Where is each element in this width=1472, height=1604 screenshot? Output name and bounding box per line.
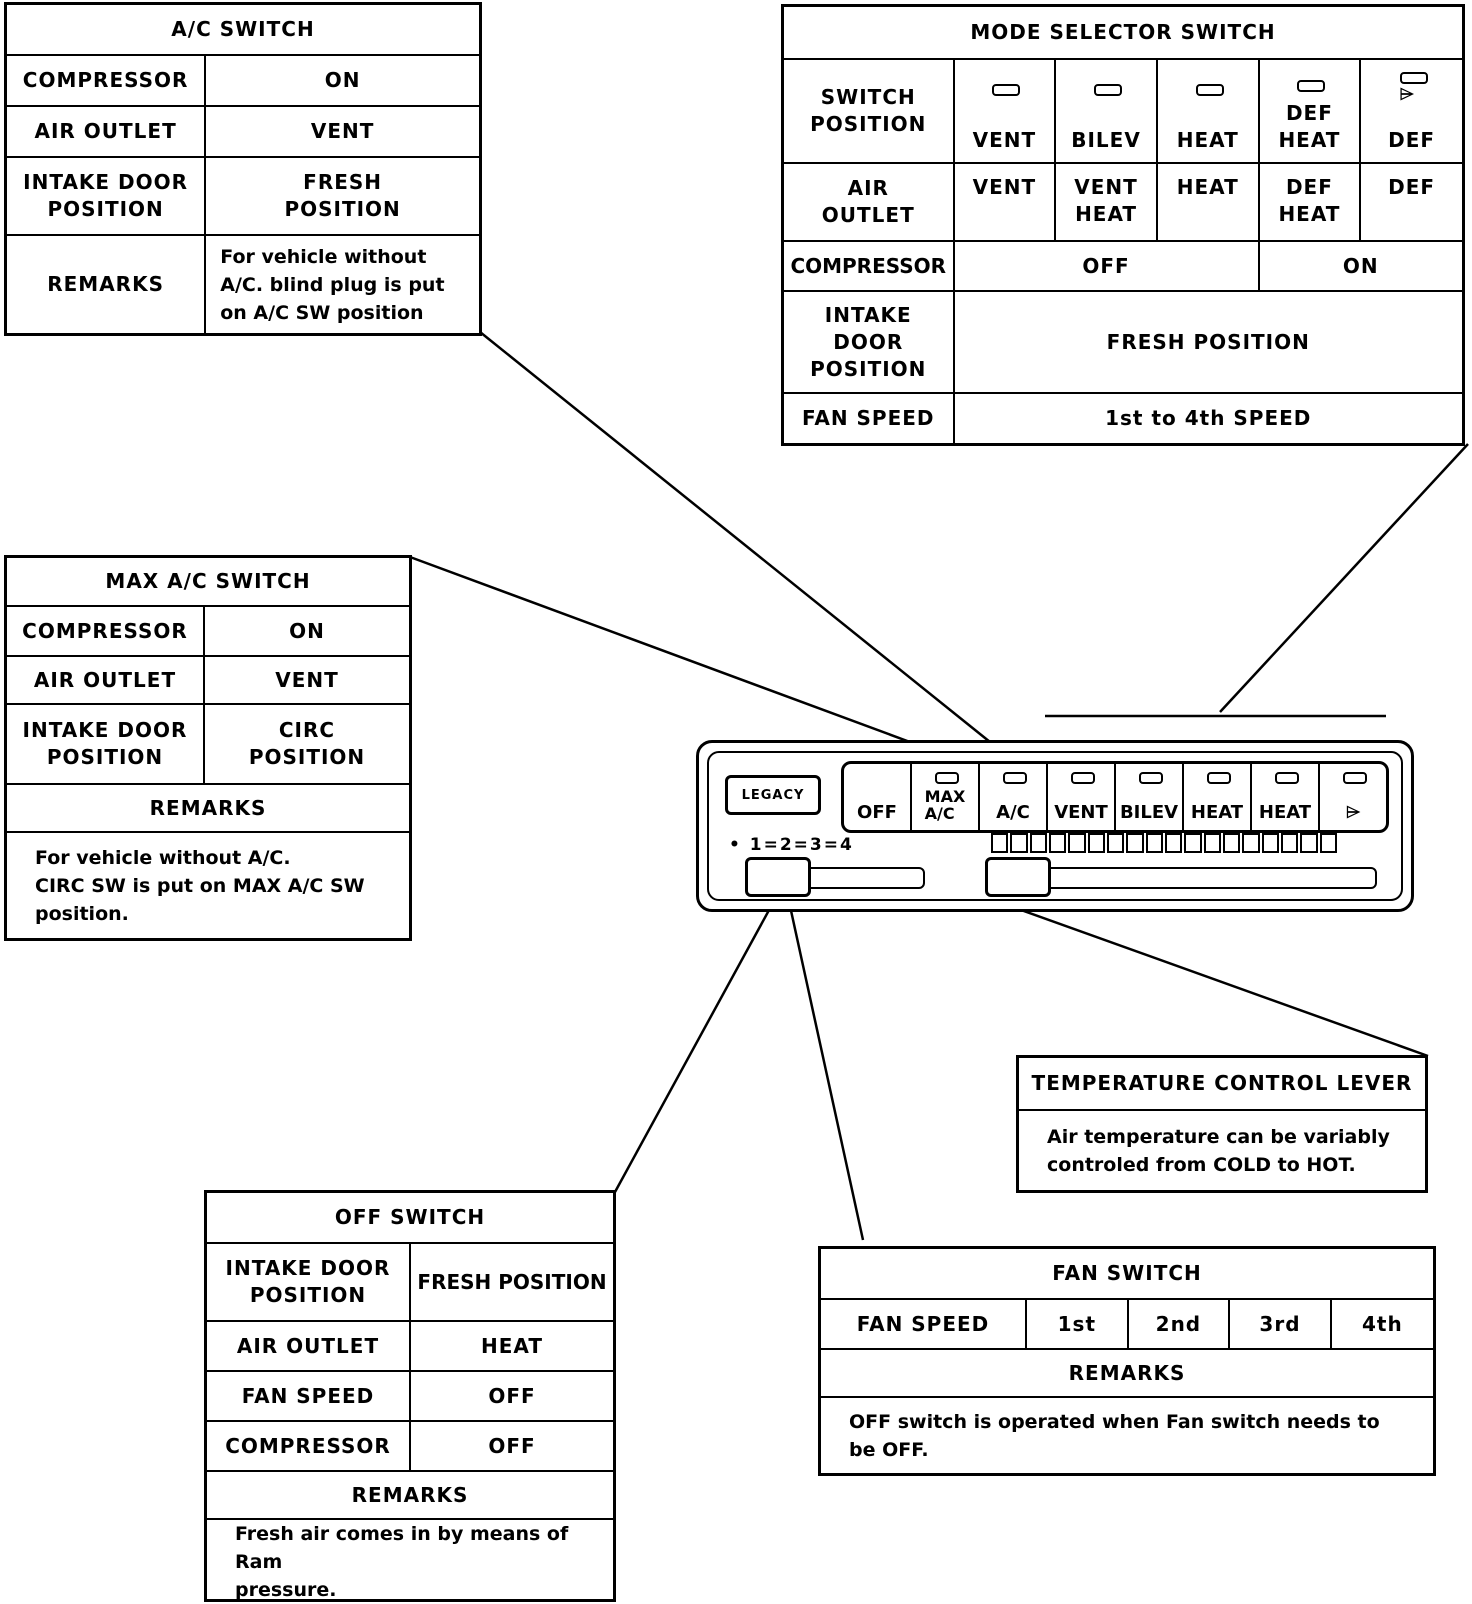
intake-door-value: FRESH POSITION: [954, 291, 1462, 393]
ac-intake-label: INTAKE DOOR POSITION: [7, 157, 205, 235]
fan-switch-title: FAN SWITCH: [821, 1249, 1433, 1299]
max-ac-intake-value: CIRC POSITION: [204, 704, 409, 784]
mode-selector-title: MODE SELECTOR SWITCH: [784, 7, 1462, 59]
vent-button[interactable]: VENT: [1046, 764, 1114, 830]
off-switch-table: [204, 1190, 616, 1602]
off-remarks: Fresh air comes in by means of Ram pressure.: [207, 1519, 613, 1604]
position-vent: VENT: [954, 59, 1056, 163]
max-ac-title: MAX A/C SWITCH: [7, 558, 409, 606]
fan-switch-speed-label: FAN SPEED: [821, 1299, 1026, 1349]
max-ac-switch-table: [4, 555, 412, 941]
led-icon: [1003, 772, 1027, 784]
air-outlet-label: AIR OUTLET: [784, 163, 954, 241]
off-intake-value: FRESH POSITION: [410, 1243, 613, 1321]
fan-speed-scale: • 1=2=3=4: [729, 835, 854, 855]
led-icon: [1400, 72, 1428, 84]
max-ac-air-outlet-label: AIR OUTLET: [7, 656, 204, 704]
max-ac-remarks: For vehicle without A/C. CIRC SW is put on MAX A/C SW position.: [7, 832, 409, 938]
air-outlet-def-heat: DEF HEAT: [1259, 163, 1361, 241]
off-air-outlet-label: AIR OUTLET: [207, 1321, 410, 1371]
position-def-heat: DEF HEAT: [1259, 59, 1361, 163]
switch-position-label: SWITCH POSITION: [784, 59, 954, 163]
mode-selector-table: [781, 4, 1465, 446]
def-heat-button[interactable]: HEAT: [1250, 764, 1318, 830]
button-row: [841, 761, 1389, 833]
off-compressor-label: COMPRESSOR: [207, 1421, 410, 1471]
fan-speed-value: 1st to 4th SPEED: [954, 393, 1462, 443]
position-bilev: BILEV: [1055, 59, 1157, 163]
temperature-lever-table: [1016, 1055, 1428, 1193]
bilev-button[interactable]: BILEV: [1114, 764, 1182, 830]
ac-compressor-label: COMPRESSOR: [7, 55, 205, 106]
ac-button[interactable]: A/C: [978, 764, 1046, 830]
ac-remarks-label: REMARKS: [7, 235, 205, 333]
ac-air-outlet-value: VENT: [205, 106, 479, 157]
off-fan-speed-label: FAN SPEED: [207, 1371, 410, 1421]
off-compressor-value: OFF: [410, 1421, 613, 1471]
max-ac-remarks-label: REMARKS: [7, 784, 409, 832]
ac-switch-title: A/C SWITCH: [7, 5, 479, 55]
defrost-icon: ⌲: [1399, 84, 1415, 105]
fan-switch-table: [818, 1246, 1436, 1476]
def-button[interactable]: [1318, 764, 1386, 830]
air-outlet-bilev: VENT HEAT: [1055, 163, 1157, 241]
off-intake-label: INTAKE DOOR POSITION: [207, 1243, 410, 1321]
fan-remarks-label: REMARKS: [821, 1349, 1433, 1397]
position-def: ⌲ DEF: [1360, 59, 1462, 163]
climate-control-panel: [696, 740, 1414, 912]
led-icon: [1297, 80, 1325, 92]
max-ac-button[interactable]: MAX A/C: [910, 764, 978, 830]
compressor-on: ON: [1259, 241, 1462, 291]
fan-speed-3rd: 3rd: [1229, 1299, 1331, 1349]
led-icon: [992, 84, 1020, 96]
air-outlet-vent: VENT: [954, 163, 1056, 241]
led-icon: [1207, 772, 1231, 784]
off-button[interactable]: OFF: [857, 802, 897, 823]
led-icon: [1275, 772, 1299, 784]
temp-lever-title: TEMPERATURE CONTROL LEVER: [1019, 1058, 1425, 1110]
led-icon: [1343, 772, 1367, 784]
off-remarks-label: REMARKS: [207, 1471, 613, 1519]
compressor-off: OFF: [954, 241, 1259, 291]
off-switch-title: OFF SWITCH: [207, 1193, 613, 1243]
led-icon: [935, 772, 959, 784]
temp-lever-description: Air temperature can be variably controled from COLD to HOT.: [1019, 1110, 1425, 1190]
ac-compressor-value: ON: [205, 55, 479, 106]
ac-switch-table: [4, 2, 482, 336]
legacy-logo: LEGACY: [725, 775, 821, 815]
fan-speed-2nd: 2nd: [1128, 1299, 1230, 1349]
off-fan-speed-value: OFF: [410, 1371, 613, 1421]
temperature-lever[interactable]: [985, 857, 1051, 897]
led-icon: [1071, 772, 1095, 784]
fan-speed-label: FAN SPEED: [784, 393, 954, 443]
temperature-scale: [991, 833, 1337, 853]
intake-door-label: INTAKE DOOR POSITION: [784, 291, 954, 393]
fan-speed-4th: 4th: [1331, 1299, 1433, 1349]
compressor-label: COMPRESSOR: [784, 241, 954, 291]
fan-speed-lever[interactable]: [745, 857, 811, 897]
led-icon: [1094, 84, 1122, 96]
max-ac-air-outlet-value: VENT: [204, 656, 409, 704]
max-ac-compressor-value: ON: [204, 606, 409, 656]
ac-intake-value: FRESH POSITION: [205, 157, 479, 235]
max-ac-compressor-label: COMPRESSOR: [7, 606, 204, 656]
fan-speed-1st: 1st: [1026, 1299, 1128, 1349]
defrost-icon: ⌲: [1345, 802, 1361, 823]
heat-button[interactable]: HEAT: [1182, 764, 1250, 830]
off-air-outlet-value: HEAT: [410, 1321, 613, 1371]
ac-air-outlet-label: AIR OUTLET: [7, 106, 205, 157]
fan-remarks: OFF switch is operated when Fan switch needs to be OFF.: [821, 1397, 1433, 1473]
ac-remarks-value: For vehicle without A/C. blind plug is put on A/C SW position: [205, 235, 479, 333]
air-outlet-def: DEF: [1360, 163, 1462, 241]
air-outlet-heat: HEAT: [1157, 163, 1259, 241]
position-heat: HEAT: [1157, 59, 1259, 163]
led-icon: [1196, 84, 1224, 96]
led-icon: [1139, 772, 1163, 784]
max-ac-intake-label: INTAKE DOOR POSITION: [7, 704, 204, 784]
